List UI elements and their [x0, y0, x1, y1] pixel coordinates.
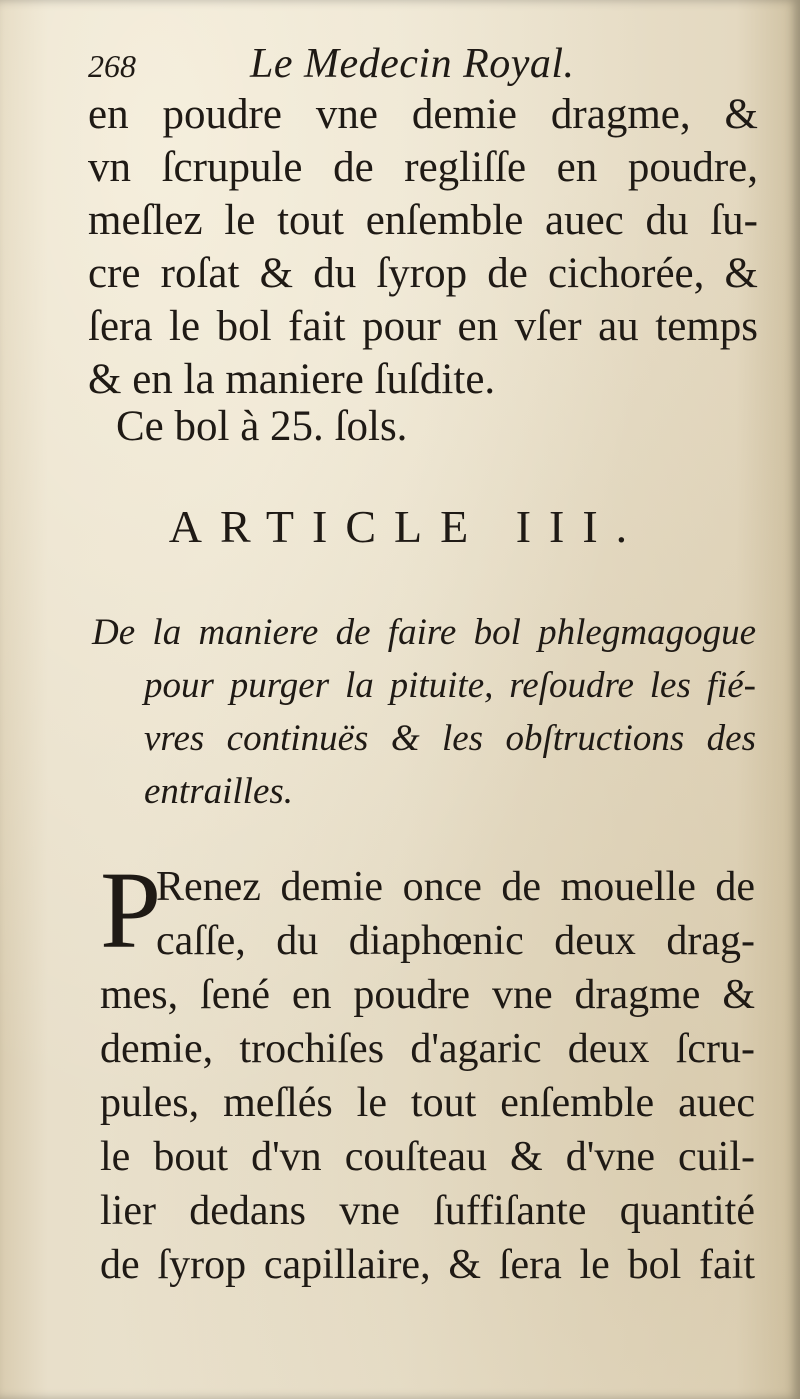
recipe-line: demie, trochiſes d'agaric deux ſcru-	[100, 1026, 755, 1072]
subtitle-line: vres continuës & les obſtructions des	[144, 718, 756, 759]
recipe-line: lier dedans vne ſuffiſante quantité	[100, 1188, 755, 1234]
recipe-line: mes, ſené en poudre vne dragme &	[100, 972, 755, 1018]
article-subtitle	[92, 606, 756, 818]
recipe-paragraph	[100, 849, 755, 1292]
text-line: meſlez le tout enſemble auec du ſu-	[88, 197, 758, 244]
subtitle-line: pour purger la pituite, reſoudre les fié-	[144, 665, 756, 706]
text-line: en poudre vne demie dragme, &	[88, 91, 758, 138]
page-number: 268	[88, 48, 136, 84]
drop-cap: P	[100, 849, 162, 971]
subtitle-line: De la maniere de faire bol phlegmagogue	[92, 612, 756, 653]
running-title: Le Medecin Royal.	[250, 41, 575, 87]
recipe-line: Renez demie once de mouelle de	[156, 864, 755, 910]
text-line: ſera le bol fait pour en vſer au temps	[88, 303, 758, 350]
price-line: Ce bol à 25. ſols.	[116, 403, 408, 450]
recipe-line: pules, meſlés le tout enſemble auec	[100, 1080, 755, 1126]
text-line: & en la maniere ſuſdite.	[88, 356, 496, 403]
recipe-line: de ſyrop capillaire, & ſera le bol fait	[100, 1242, 755, 1288]
recipe-line: le bout d'vn couſteau & d'vne cuil-	[100, 1134, 755, 1180]
recipe-line: caſſe, du diaphœnic deux drag-	[156, 918, 755, 964]
page-header	[88, 40, 748, 90]
continued-paragraph	[88, 88, 758, 406]
article-heading: ARTICLE III.	[168, 501, 646, 552]
subtitle-line: entrailles.	[144, 771, 294, 812]
text-line: cre roſat & du ſyrop de cichorée, &	[88, 250, 758, 297]
text-line: vn ſcrupule de regliſſe en poudre,	[88, 144, 758, 191]
